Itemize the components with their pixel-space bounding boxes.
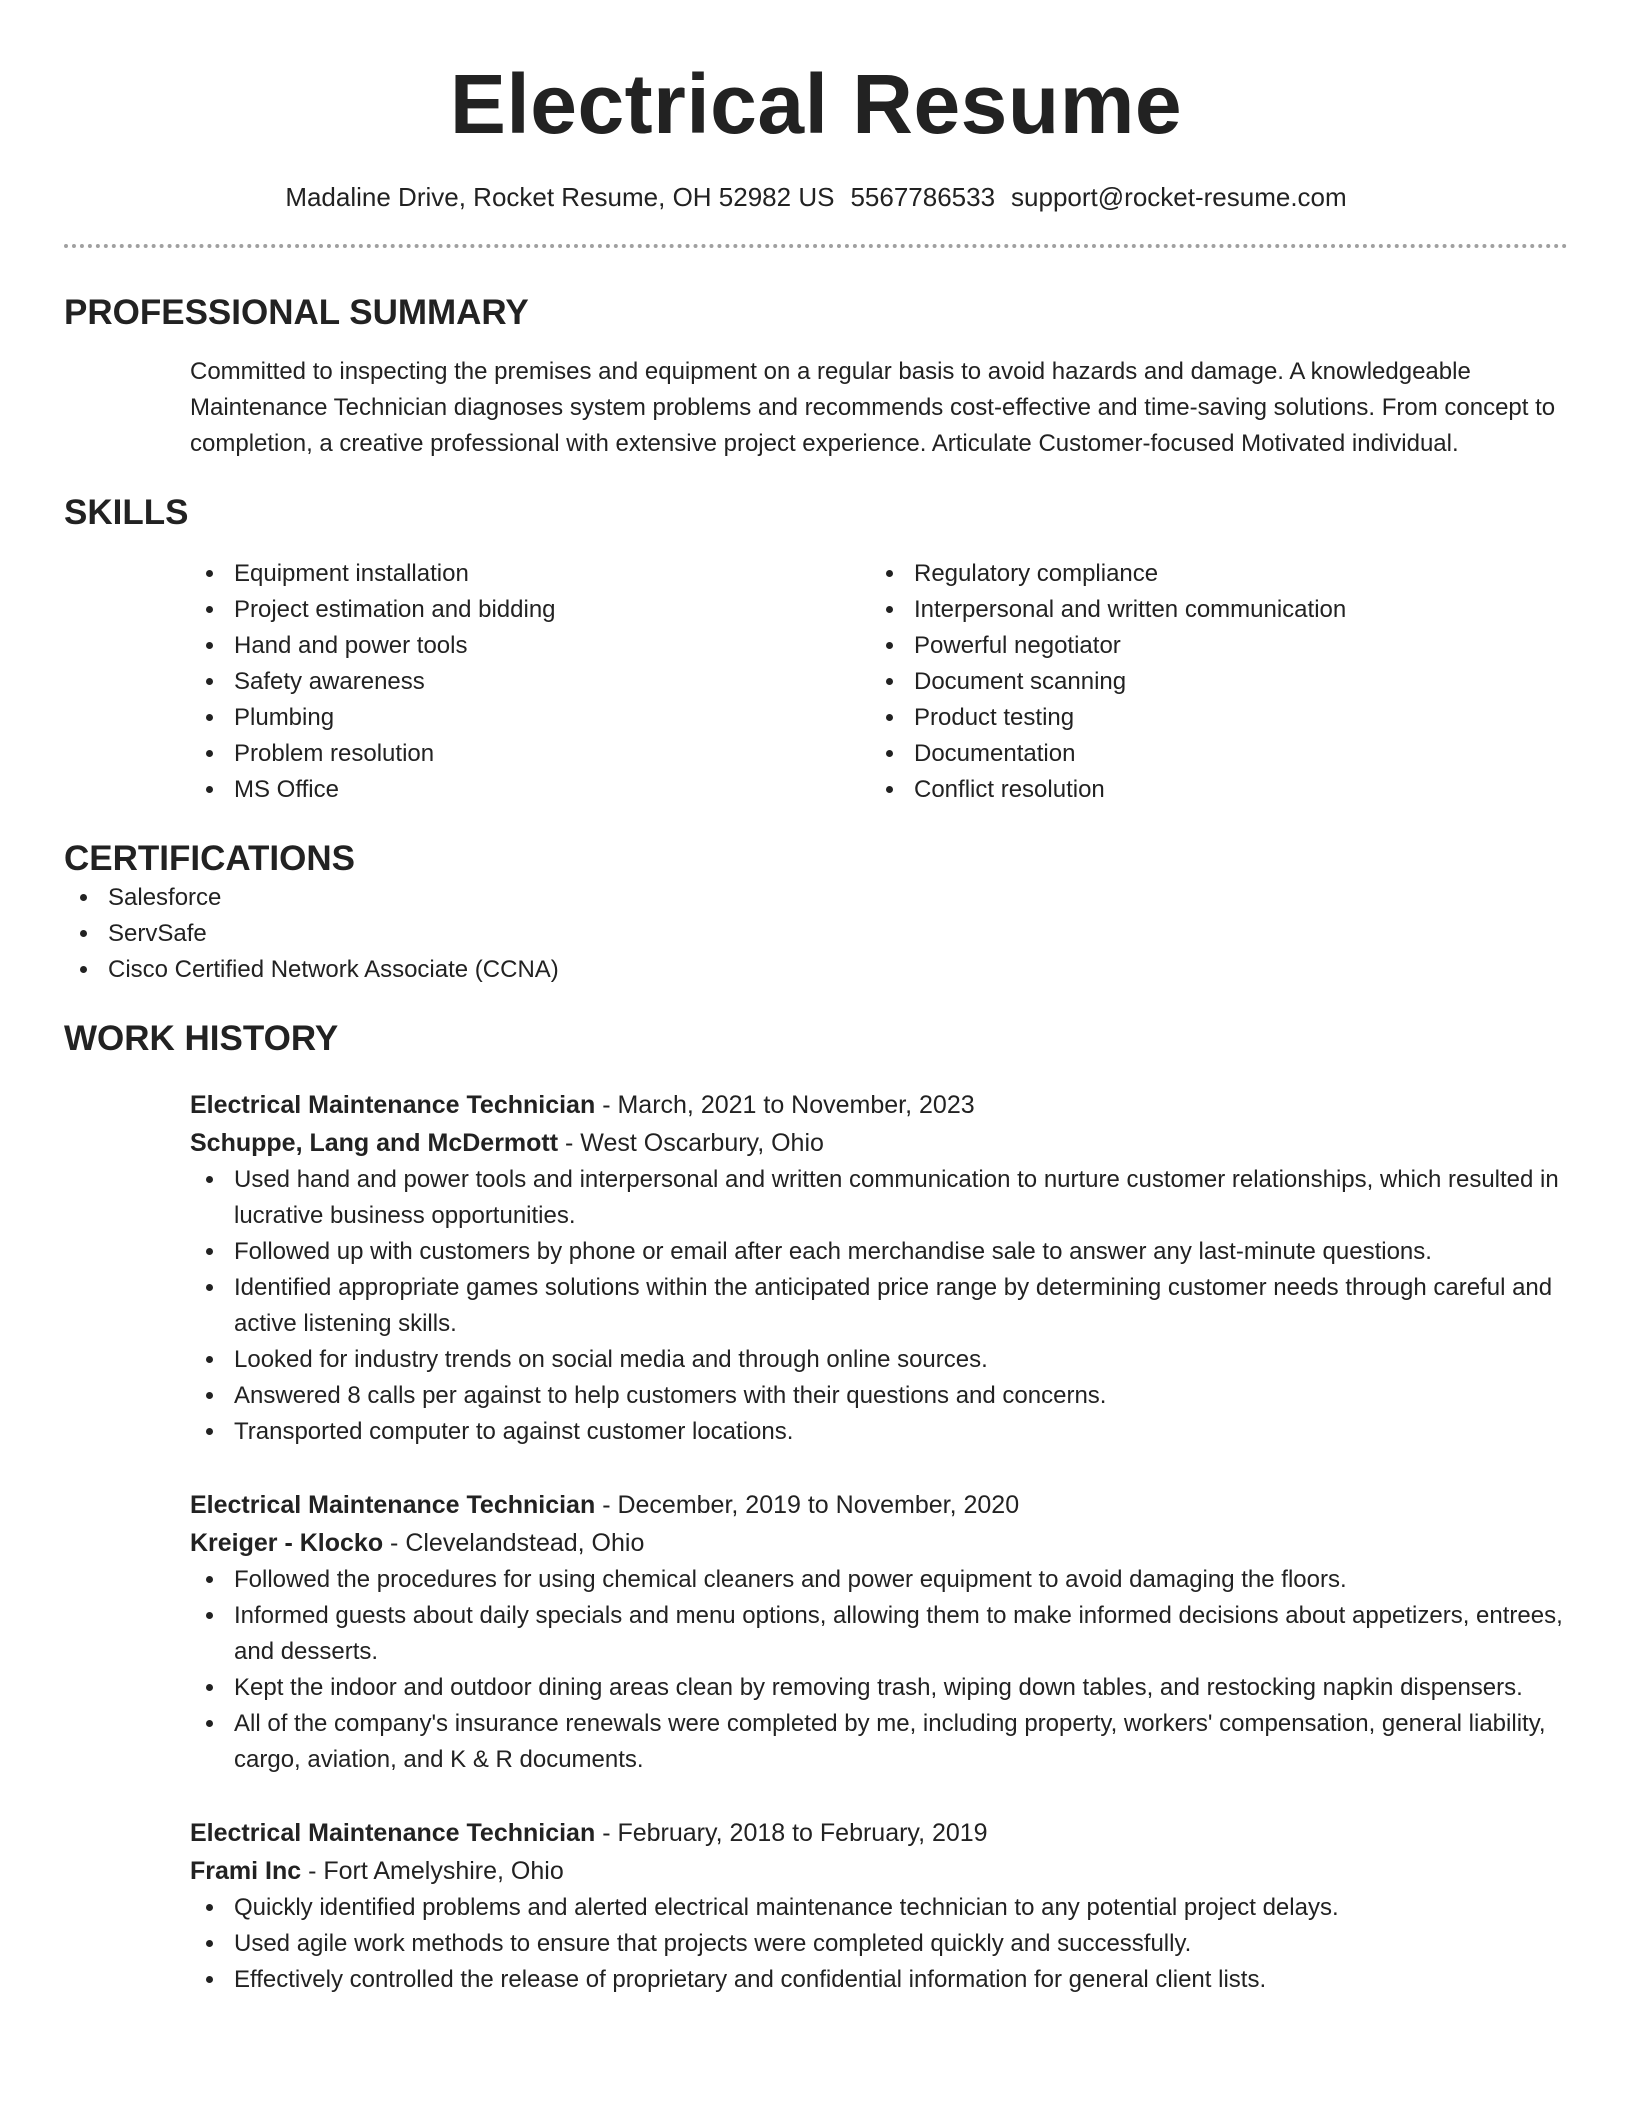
job-bullet-list (190, 1162, 1568, 1450)
skill-item: Product testing (870, 700, 1550, 736)
job-bullet: Transported computer to against customer locations. (190, 1414, 1568, 1450)
job-bullet: All of the company's insurance renewals were completed by me, including property, workers' compensation, general liability, cargo, aviation, and K & R documents. (190, 1706, 1568, 1778)
contact-line (64, 180, 1568, 214)
skill-item: MS Office (190, 772, 870, 808)
certifications-list (64, 880, 1568, 988)
skill-item: Plumbing (190, 700, 870, 736)
job-company: Frami Inc (190, 1857, 302, 1885)
job-bullet: Identified appropriate games solutions within the anticipated price range by determining customer needs through careful and active listening skills. (190, 1270, 1568, 1342)
work-history-heading: WORK HISTORY (64, 1019, 339, 1058)
job-bullet: Looked for industry trends on social media and through online sources. (190, 1342, 1568, 1378)
skill-item: Powerful negotiator (870, 628, 1550, 664)
skills-heading: SKILLS (64, 493, 189, 532)
job-bullet: Informed guests about daily specials and menu options, allowing them to make informed decisions about appetizers, entrees, and desserts. (190, 1598, 1568, 1670)
resume-name: Electrical Resume (449, 57, 1183, 151)
resume-page (64, 0, 1568, 1998)
job-bullet: Effectively controlled the release of proprietary and confidential information for general client lists. (190, 1962, 1568, 1998)
job-bullet: Used agile work methods to ensure that projects were completed quickly and successfully. (190, 1926, 1568, 1962)
job-title-line (190, 1086, 1568, 1124)
job-company-line (190, 1852, 1568, 1890)
job-company-line (190, 1124, 1568, 1162)
skill-item: Problem resolution (190, 736, 870, 772)
job-entry (190, 1086, 1568, 1450)
certifications-heading: CERTIFICATIONS (64, 839, 356, 878)
summary-heading: PROFESSIONAL SUMMARY (64, 293, 529, 332)
skill-item: Interpersonal and written communication (870, 592, 1550, 628)
job-company: Kreiger - Klocko (190, 1529, 384, 1557)
job-dates: - December, 2019 to November, 2020 (595, 1491, 1020, 1519)
skill-item: Documentation (870, 736, 1550, 772)
job-bullet: Followed the procedures for using chemical cleaners and power equipment to avoid damaging the floors. (190, 1562, 1568, 1598)
certification-item: ServSafe (64, 916, 1568, 952)
job-bullet: Used hand and power tools and interpersonal and written communication to nurture customer relationships, which resulted in lucrative business opportunities. (190, 1162, 1568, 1234)
skill-item: Equipment installation (190, 556, 870, 592)
job-location: - Clevelandstead, Ohio (383, 1529, 645, 1557)
job-role: Electrical Maintenance Technician (190, 1491, 596, 1519)
skill-item: Conflict resolution (870, 772, 1550, 808)
certification-item: Cisco Certified Network Associate (CCNA) (64, 952, 1568, 988)
contact-address: Madaline Drive, Rocket Resume, OH 52982 US (285, 182, 835, 212)
job-entry (190, 1486, 1568, 1778)
certification-item: Salesforce (64, 880, 1568, 916)
job-dates: - February, 2018 to February, 2019 (595, 1819, 988, 1847)
job-entry (190, 1814, 1568, 1998)
job-company: Schuppe, Lang and McDermott (190, 1129, 559, 1157)
skills-columns (190, 556, 1568, 808)
job-company-line (190, 1524, 1568, 1562)
job-bullet: Kept the indoor and outdoor dining areas clean by removing trash, wiping down tables, and restocking napkin dispensers. (190, 1670, 1568, 1706)
skills-list-left (190, 556, 870, 808)
job-bullet-list (190, 1562, 1568, 1778)
skill-item: Document scanning (870, 664, 1550, 700)
skills-column-right (870, 556, 1550, 808)
job-location: - Fort Amelyshire, Ohio (301, 1857, 564, 1885)
job-bullet: Answered 8 calls per against to help customers with their questions and concerns. (190, 1378, 1568, 1414)
job-role: Electrical Maintenance Technician (190, 1819, 596, 1847)
job-location: - West Oscarbury, Ohio (558, 1129, 824, 1157)
job-bullet-list (190, 1890, 1568, 1998)
job-title-line (190, 1814, 1568, 1852)
job-title-line (190, 1486, 1568, 1524)
job-dates: - March, 2021 to November, 2023 (595, 1091, 975, 1119)
job-role: Electrical Maintenance Technician (190, 1091, 596, 1119)
header-divider (64, 244, 1568, 248)
skills-list-right (870, 556, 1550, 808)
contact-phone: 5567786533 (850, 182, 996, 212)
skills-column-left (190, 556, 870, 808)
skill-item: Hand and power tools (190, 628, 870, 664)
skill-item: Safety awareness (190, 664, 870, 700)
job-bullet: Followed up with customers by phone or email after each merchandise sale to answer any last-minute questions. (190, 1234, 1568, 1270)
skill-item: Regulatory compliance (870, 556, 1550, 592)
job-bullet: Quickly identified problems and alerted electrical maintenance technician to any potential project delays. (190, 1890, 1568, 1926)
skill-item: Project estimation and bidding (190, 592, 870, 628)
contact-email: support@rocket-resume.com (1011, 182, 1347, 212)
summary-text: Committed to inspecting the premises and equipment on a regular basis to avoid hazards and damage. A knowledgeable Maintenance Technician diagnoses system problems and recommends cost-effective and time-saving solutions. From concept to completion, a creative professional with extensive project experience. Articulate Customer-focused Motivated individual. (190, 358, 1556, 457)
